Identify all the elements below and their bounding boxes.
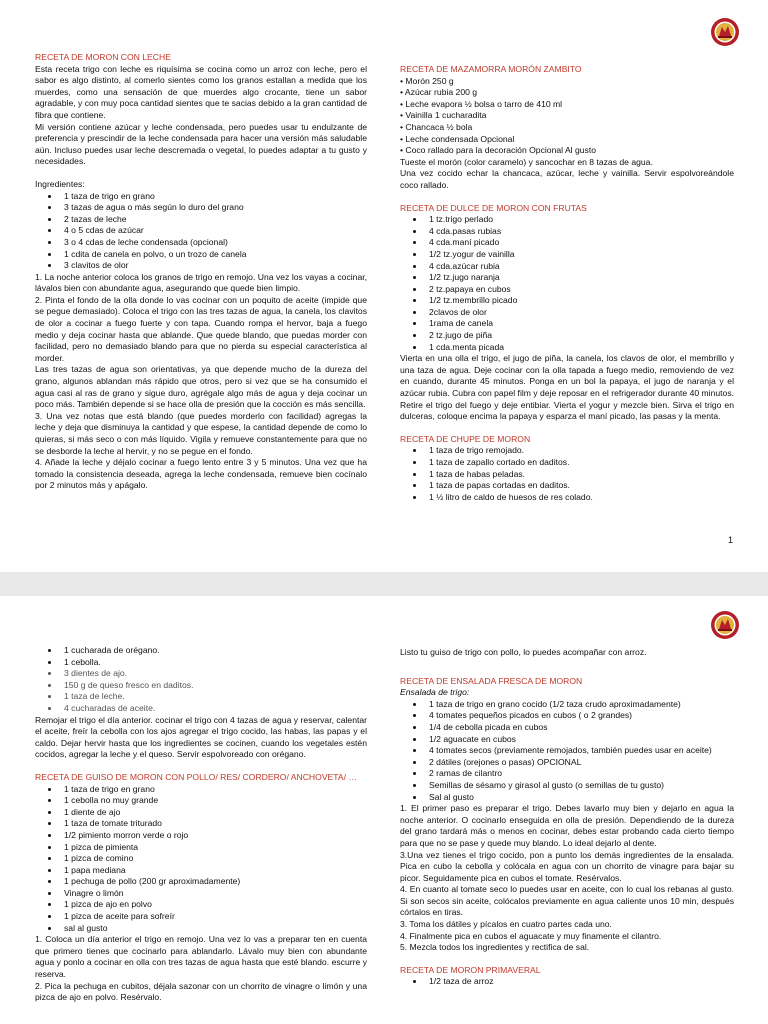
page-number: 1 — [727, 535, 733, 545]
list-item: • Semillas de sésamo y girasol al gusto (o semillas de tu gusto) — [425, 780, 734, 792]
list-item: • 1/4 de cebolla picada en cubos — [425, 722, 734, 734]
left-column — [35, 645, 367, 1004]
ingredient-list — [35, 784, 367, 935]
list-item: • 4 cucharadas de aceite. — [60, 703, 367, 715]
list-item: • 2 tz.papaya en cubos — [425, 284, 734, 296]
list-item: • 1/2 aguacate en cubos — [425, 734, 734, 746]
step-paragraph: 3. Toma los dátiles y pícalos en cuatro partes cada uno. — [400, 919, 612, 930]
list-item: • 1 tz.trigo perlado — [425, 214, 734, 226]
list-item: • 1 pechuga de pollo (200 gr aproximadamente) — [60, 876, 367, 888]
recipe-subtitle: Ensalada de trigo: — [400, 687, 470, 698]
paragraph: Vierta en una olla el trigo, el jugo de piña, la canela, los clavos de olor, el membrillo y una taza de agua. Deje cocinar con la olla tapada a fuego medio, removiendo de vez en cuando, durante 45 minutos. Ponga en un bol la papaya, el jugo de naranja y el azúcar rubia. Cubra con papel film y deje reposar en el refrigerador durante 40 minutos. Retire el trigo del fuego y deje entibiar. Vierta el yogur y mezcle bien. Sirva el trigo en dulceras, coloque encima la papaya y esparza el maní picado, las pasas y la menta. — [400, 353, 734, 422]
list-item: • sal al gusto — [60, 923, 367, 935]
list-item: • 1 cebolla no muy grande — [60, 795, 367, 807]
ingredient-list — [35, 191, 367, 272]
list-item: • 1 taza de trigo remojado. — [425, 445, 734, 457]
list-item: • 1 taza de leche. — [60, 691, 367, 703]
step-paragraph: 1. El primer paso es preparar el trigo. Debes lavarlo muy bien y dejarlo en agua la noche anterior. O cocinarlo enseguida en olla de presión. Dependiendo de la dureza del grano tardará más o menos en cocinar, debes estar probando cada cierto tiempo para que no se pase y quede muy blando. Lo ideal dejarlo al dente. — [400, 803, 734, 848]
list-item: • 4 tomates secos (previamente remojados, también puedes usar en aceite) — [425, 745, 734, 757]
list-item: • 1/2 tz.yogur de vainilla — [425, 249, 734, 261]
ingredients-label: Ingredientes: — [35, 178, 85, 189]
list-item: • 1 taza de trigo en grano cocido (1/2 taza crudo aproximadamente) — [425, 699, 734, 711]
bullet-line: • Morón 250 g — [400, 75, 454, 86]
list-item: • 3 dientes de ajo. — [60, 668, 367, 680]
list-item: • 1 cdita de canela en polvo, o un trozo de canela — [60, 249, 367, 261]
list-item: • 3 o 4 cdas de leche condensada (opcional) — [60, 237, 367, 249]
document-page-2 — [0, 596, 768, 1024]
paragraph: Esta receta trigo con leche es riquísima se cocina como un arroz con leche, pero el sabor es algo distinto, al comerlo sientes como los granos estallan a medida que los muerdes, como una sensación de que muerdes algo crocante, tiene un sabor agradable, y con muy poca cantidad sientes que te sacias debido a la gran cantidad de fibra que contiene. — [35, 63, 367, 120]
ingredient-list — [400, 976, 734, 988]
ingredient-list — [400, 445, 734, 503]
list-item: • Sal al gusto — [425, 792, 734, 804]
recipe-title: RECETA DE GUISO DE MORON CON POLLO/ RES/ CORDERO/ ANCHOVETA/ … — [35, 771, 357, 782]
recipe-title: RECETA DE CHUPE DE MORON — [400, 433, 531, 444]
bullet-line: • Vainilla 1 cucharadita — [400, 110, 487, 121]
list-item: • 1 taza de habas peladas. — [425, 469, 734, 481]
step-paragraph: 5. Mezcla todos los ingredientes y rectifica de sal. — [400, 942, 590, 953]
list-item: • 4 cda.pasas rubias — [425, 226, 734, 238]
step-paragraph: 4. Finalmente pica en cubos el aguacate y muy finamente el cilantro. — [400, 930, 662, 941]
list-item: • 1 papa mediana — [60, 865, 367, 877]
list-item: • 4 cda.azúcar rubia — [425, 261, 734, 273]
ingredient-list — [400, 214, 734, 353]
list-item: • 2 tz.jugo de piña — [425, 330, 734, 342]
step-paragraph: 2. Pica la pechuga en cubitos, déjala sazonar con un chorrito de vinagre o limón y una pizca de ajo en polvo. Resérvalo. — [35, 980, 367, 1003]
paragraph: Tueste el morón (color caramelo) y sancochar en 8 tazas de agua. — [400, 156, 653, 167]
list-item: • 1/2 pimiento morron verde o rojo — [60, 830, 367, 842]
paragraph: Remojar el trigo el día anterior. cocinar el trigo con 4 tazas de agua y reservar, calentar el aceite, freír la cebolla con los ajos agregar el trigo cocido, las habas, las papas y el caldo. Dejar hervir hasta que los ingredientes se cocinen, cuando los vegetales estén cocidos, agregar la leche y el queso. Servir espolvoreado con orégano. — [35, 714, 367, 760]
right-column — [400, 64, 734, 503]
list-item: • 1 taza de papas cortadas en daditos. — [425, 480, 734, 492]
bullet-line: • Azúcar rubia 200 g — [400, 87, 478, 98]
list-item: • 1/2 tz.membrillo picado — [425, 295, 734, 307]
list-item: • 1 pizca de comino — [60, 853, 367, 865]
bullet-line: • Leche evapora ½ bolsa o tarro de 410 ml — [400, 98, 563, 109]
list-item: • 1 pizca de aceite para sofreír — [60, 911, 367, 923]
recipe-title: RECETA DE MORON PRIMAVERAL — [400, 964, 541, 975]
recipe-title: RECETA DE MORON CON LECHE — [35, 52, 171, 62]
list-item: • 1 cebolla. — [60, 657, 367, 669]
step-paragraph: 4. Añade la leche y déjalo cocinar a fuego lento entre 3 y 5 minutos. Una vez que ha tomado la consistencia deseada, agrega la leche condensada, remueve bien cocínalo por 2 minutos más y apágalo. — [35, 457, 367, 491]
list-item: • 1/2 taza de arroz — [425, 976, 734, 988]
list-item: • 2clavos de olor — [425, 307, 734, 319]
step-paragraph: 4. En cuanto al tomate seco lo puedes usar en aceite, con lo cual los rebanas al gusto. Si son secos sin aceite, colócalos previamente en agua caliente unos 10 min, después córtalos en tiras. — [400, 884, 734, 918]
university-seal-logo — [710, 17, 740, 47]
step-paragraph: Las tres tazas de agua son orientativas, ya que depende mucho de la dureza del grano, algunos ablandan más rápido que otros, pero si vez que se ha consumido el agua casi al ras de grano y sigue duro, agrégale algo más de agua y deja cocinar un poco más. También depende si se hace olla de presión que la cocción es más sencilla. — [35, 364, 367, 410]
recipe-title: RECETA DE ENSALADA FRESCA DE MORON — [400, 675, 583, 686]
list-item: • 1 ½ litro de caldo de huesos de res colado. — [425, 492, 734, 504]
list-item: • 1 pizca de pimienta — [60, 842, 367, 854]
list-item: • 1 taza de trigo en grano — [60, 191, 367, 203]
paragraph: Listo tu guiso de trigo con pollo, lo puedes acompañar con arroz. — [400, 647, 647, 657]
list-item: • 1 taza de zapallo cortado en daditos. — [425, 457, 734, 469]
step-paragraph: 3. Una vez notas que está blando (que puedes morderlo con facilidad) agregas la leche y deja que disminuya la cantidad y que espese, la cantidad depende de como lo quieras, si más seco o con más líquido. Vigila y remueve constantemente para que no se desborde la leche al hervir, y no se pegue en el fondo. — [35, 410, 367, 456]
list-item: • 2 tazas de leche — [60, 214, 367, 226]
ingredient-list — [35, 645, 367, 715]
list-item: • 3 clavitos de olor — [60, 260, 367, 272]
list-item: • 1 diente de ajo — [60, 807, 367, 819]
step-paragraph: 1. Coloca un día anterior el trigo en remojo. Una vez lo vas a preparar ten en cuenta que primero tienes que cocinarlo para ablandarlo. Lávalo muy bien con abundante agua y ponlo a cocinar en olla con tres tazas de agua hasta que esté blando. escurre y reserva. — [35, 934, 367, 980]
bullet-line: • Chancaca ½ bola — [400, 121, 473, 132]
step-paragraph: 2. Pinta el fondo de la olla donde lo vas cocinar con un poquito de aceite (impide que se pegue demasiado). Coloca el trigo con las tres tazas de agua, la canela, los clavitos de olor a cocinar a fuego fuerte y con tapa. Cuando rompa el hervor, baja a fuego medio y deja cocinar hasta que ablande. Que quede blando, que puedas morder con facilidad, pero no demasiado blando para que no pierda su especial característica al morder. — [35, 294, 367, 363]
list-item: • 1/2 tz.jugo naranja — [425, 272, 734, 284]
recipe-title: RECETA DE MAZAMORRA MORÓN ZAMBITO — [400, 64, 582, 74]
recipe-title: RECETA DE DULCE DE MORON CON FRUTAS — [400, 202, 587, 213]
list-item: • 2 ramas de cilantro — [425, 768, 734, 780]
paragraph: Una vez cocido echar la chancaca, azúcar, leche y vainilla. Servir espolvoreándole coco rallado. — [400, 168, 734, 190]
list-item: • Vinagre o limón — [60, 888, 367, 900]
list-item: • 1rama de canela — [425, 318, 734, 330]
list-item: • 4 o 5 cdas de azúcar — [60, 225, 367, 237]
list-item: • 2 dátiles (orejones o pasas) OPCIONAL — [425, 757, 734, 769]
step-paragraph: 3.Una vez tienes el trigo cocido, pon a punto los demás ingredientes de la ensalada. Pica en cubo la cebolla y colócala en agua con un chorrito de vinagre para bajar su picor. Seguidamente pica en cubos el tomate. Resérvalos. — [400, 849, 734, 883]
bullet-line: • Leche condensada Opcional — [400, 133, 515, 144]
step-paragraph: 1. La noche anterior coloca los granos de trigo en remojo. Una vez los vayas a cocinar, lávalos bien con abundante agua, asegurando que quede bien limpio. — [35, 271, 367, 294]
list-item: • 1 taza de trigo en grano — [60, 784, 367, 796]
list-item: • 1 pizca de ajo en polvo — [60, 899, 367, 911]
list-item: • 150 g de queso fresco en daditos. — [60, 680, 367, 692]
list-item: • 4 cda.maní picado — [425, 237, 734, 249]
university-seal-logo — [710, 610, 740, 640]
right-column — [400, 647, 734, 988]
bullet-line: • Coco rallado para la decoración Opcional Al gusto — [400, 145, 597, 156]
list-item: • 3 tazas de agua o más según lo duro del grano — [60, 202, 367, 214]
list-item: • 4 tomates pequeños picados en cubos ( o 2 grandes) — [425, 710, 734, 722]
list-item: • 1 cda.menta picada — [425, 342, 734, 354]
left-column — [35, 52, 367, 492]
ingredient-list — [400, 699, 734, 803]
list-item: • 1 cucharada de orégano. — [60, 645, 367, 657]
list-item: • 1 taza de tomate triturado — [60, 818, 367, 830]
paragraph: Mi versión contiene azúcar y leche condensada, pero puedes usar tu endulzante de preferencia y prescindir de la leche condensada para hacer una versión más saludable aún. Incluso puedes usar leche descremada o vegetal, lo puedes adaptar a tu gusto y necesidades. — [35, 121, 367, 167]
